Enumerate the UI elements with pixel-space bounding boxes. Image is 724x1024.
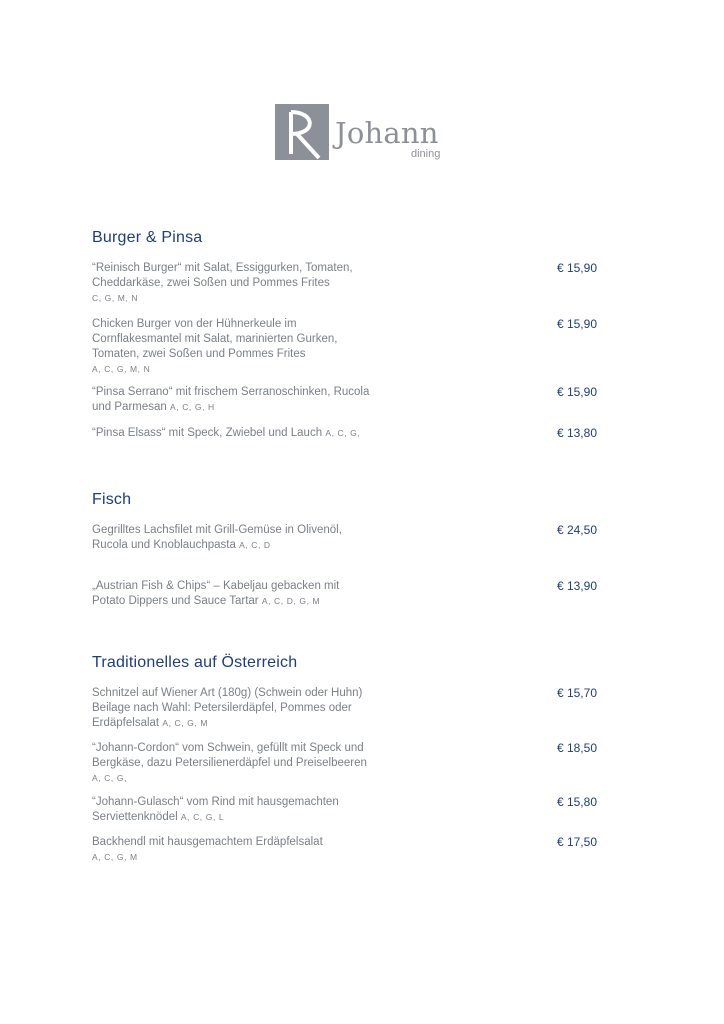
item-description: Chicken Burger von der Hühnerkeule im Cornflakesmantel mit Salat, marinierten Gurken, Tomaten, zwei Soßen und Pommes Frites A, C, G, M, N — [92, 317, 432, 377]
item-description: Backhendl mit hausgemachtem Erdäpfelsalat A, C, G, M — [92, 835, 432, 865]
item-description: „Austrian Fish & Chips“ – Kabeljau gebacken mit Potato Dippers und Sauce Tartar A, C, D, G, M — [92, 580, 340, 607]
item-allergens: C, G, M, N — [92, 293, 139, 303]
logo-r-mark-icon — [275, 104, 329, 160]
menu-item — [92, 835, 612, 865]
section-fisch — [92, 491, 612, 607]
item-price: € 13,80 — [556, 426, 597, 440]
menu-item — [92, 385, 612, 415]
item-description: “Reinisch Burger“ mit Salat, Essiggurken, Tomaten, Cheddarkäse, zwei Soßen und Pommes Frites C, G, M, N — [92, 261, 432, 306]
item-description: “Pinsa Elsass“ mit Speck, Zwiebel und Lauch A, C, G, — [92, 427, 361, 439]
item-allergens: A, C, D — [239, 540, 271, 550]
logo-brand-text: Johann — [335, 116, 439, 150]
menu-item — [92, 579, 612, 609]
item-price: € 15,90 — [556, 317, 597, 331]
item-price: € 18,50 — [556, 741, 597, 755]
section-burger-pinsa — [92, 229, 612, 440]
item-price: € 24,50 — [556, 523, 597, 537]
johann-dining-logo — [275, 104, 455, 164]
item-allergens: A, C, D, G, M — [261, 596, 321, 606]
logo-sub-text: dining — [411, 148, 441, 160]
item-allergens: A, C, G, — [325, 428, 361, 438]
item-description: Gegrilltes Lachsfilet mit Grill-Gemüse in Olivenöl, Rucola und Knoblauchpasta A, C, D — [92, 524, 342, 551]
section-title: Traditionelles auf Österreich — [92, 654, 298, 671]
item-allergens: A, C, G, — [92, 773, 128, 783]
item-price: € 15,70 — [556, 686, 597, 700]
item-price: € 15,80 — [556, 795, 597, 809]
item-price: € 17,50 — [556, 835, 597, 849]
item-description: Schnitzel auf Wiener Art (180g) (Schwein oder Huhn) Beilage nach Wahl: Petersilerdäpfel, Pommes oder Erdäpfelsalat A, C, G, M — [92, 687, 363, 729]
section-title: Burger & Pinsa — [92, 229, 203, 246]
item-allergens: A, C, G, M, N — [92, 364, 151, 374]
menu-item — [92, 741, 612, 786]
section-traditionelles — [92, 654, 612, 862]
item-price: € 15,90 — [556, 385, 597, 399]
item-description: “Johann-Gulasch“ vom Rind mit hausgemachten Serviettenknödel A, C, G, L — [92, 796, 339, 823]
item-description: “Pinsa Serrano“ mit frischem Serranoschinken, Rucola und Parmesan A, C, G, H — [92, 386, 370, 413]
item-allergens: A, C, G, L — [180, 812, 225, 822]
item-allergens: A, C, G, M — [92, 852, 138, 862]
menu-item — [92, 426, 612, 441]
menu-item — [92, 795, 612, 825]
item-allergens: A, C, G, H — [170, 402, 215, 412]
section-title: Fisch — [92, 491, 132, 508]
menu-item — [92, 686, 612, 731]
item-description: “Johann-Cordon“ vom Schwein, gefüllt mit Speck und Bergkäse, dazu Petersilienerdäpfel und Preiselbeeren A, C, G, — [92, 741, 432, 786]
item-allergens: A, C, G, M — [162, 718, 208, 728]
item-price: € 13,90 — [556, 579, 597, 593]
item-price: € 15,90 — [556, 261, 597, 275]
menu-item — [92, 523, 612, 553]
menu-item — [92, 317, 612, 377]
menu-item — [92, 261, 612, 306]
